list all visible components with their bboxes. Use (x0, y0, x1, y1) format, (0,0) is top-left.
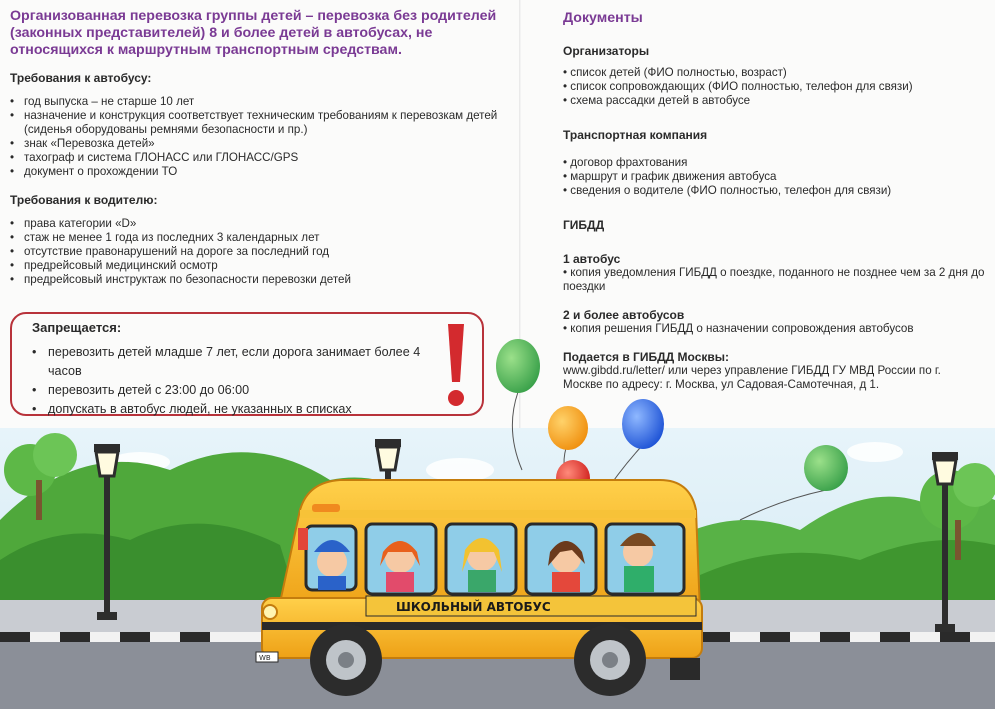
list-item: • сведения о водителе (ФИО полностью, телефон для связи) (563, 184, 892, 197)
forbidden-heading: Запрещается: (32, 320, 122, 335)
list-item: • права категории «D» (10, 217, 505, 231)
right-page (563, 10, 993, 406)
list-item: • предрейсовый медицинский осмотр (10, 259, 505, 273)
left-page (10, 8, 505, 301)
documents-title: Документы (563, 10, 643, 26)
driver-requirements-list (10, 217, 505, 287)
list-item: • список детей (ФИО полностью, возраст) (563, 66, 787, 79)
forbidden-box (10, 312, 484, 416)
list-item: • документ о прохождении ТО (10, 165, 505, 179)
balloon-green-right (804, 445, 848, 491)
one-bus-text: • копия уведомления ГИБДД о поездке, поданного не позднее чем за 2 дня до поездки (563, 266, 985, 293)
one-bus-heading: 1 автобус (563, 252, 621, 266)
list-item: • перевозить детей с 23:00 до 06:00 (32, 381, 432, 400)
license-plate: WB (259, 654, 271, 662)
moscow-text: www.gibdd.ru/letter/ или через управление ГИБДД ГУ МВД России по г. Москве по адресу: г. Москва, ул Садовая-Самотечная, д 1. (563, 364, 941, 391)
wheel-rear (574, 624, 646, 696)
list-item: • договор фрахтования (563, 156, 688, 169)
list-item: • маршрут и график движения автобуса (563, 170, 777, 183)
organizers-heading: Организаторы (563, 44, 650, 58)
multi-bus-text: • копия решения ГИБДД о назначении сопровождения автобусов (563, 322, 914, 335)
bus-sign-text: ШКОЛЬНЫЙ АВТОБУС (396, 600, 551, 614)
list-item: • год выпуска – не старше 10 лет (10, 95, 505, 109)
organizers-list (563, 66, 993, 108)
wheel-front (310, 624, 382, 696)
balloon-green (496, 339, 540, 393)
balloon-orange (548, 406, 588, 450)
transport-list (563, 156, 993, 198)
bus-requirements-heading: Требования к автобусу: (10, 71, 152, 85)
forbidden-list (32, 343, 432, 419)
list-item: • отсутствие правонарушений на дороге за последний год (10, 245, 505, 259)
balloon-blue (622, 399, 664, 449)
list-item: • перевозить детей младше 7 лет, если дорога занимает более 4 часов (32, 343, 432, 381)
driver-requirements-heading: Требования к водителю: (10, 193, 158, 207)
moscow-heading: Подается в ГИБДД Москвы: (563, 350, 729, 364)
multi-bus-heading: 2 и более автобусов (563, 308, 685, 322)
transport-heading: Транспортная компания (563, 128, 708, 142)
list-item: • список сопровождающих (ФИО полностью, телефон для связи) (563, 80, 913, 93)
list-item: • схема рассадки детей в автобусе (563, 94, 751, 107)
list-item: • знак «Перевозка детей» (10, 137, 505, 151)
exclamation-icon (442, 322, 470, 408)
gibdd-heading: ГИБДД (563, 218, 605, 232)
list-item: • допускать в автобус людей, не указанных в списках (32, 400, 432, 419)
list-item: • назначение и конструкция соответствует техническим требованиям к перевозкам детей (сиденья оборудованы ремнями безопасности и пр.) (10, 109, 505, 137)
bus-requirements-list (10, 95, 505, 179)
list-item: • предрейсовый инструктаж по безопасности перевозки детей (10, 273, 505, 287)
page-title: Организованная перевозка группы детей – перевозка без родителей (законных представителей) 8 и более детей в автобусах, не относящихся к маршрутным транспортным средствам. (10, 8, 497, 58)
list-item: • стаж не менее 1 года из последних 3 календарных лет (10, 231, 505, 245)
list-item: • тахограф и система ГЛОНАСС или ГЛОНАСС/GPS (10, 151, 505, 165)
